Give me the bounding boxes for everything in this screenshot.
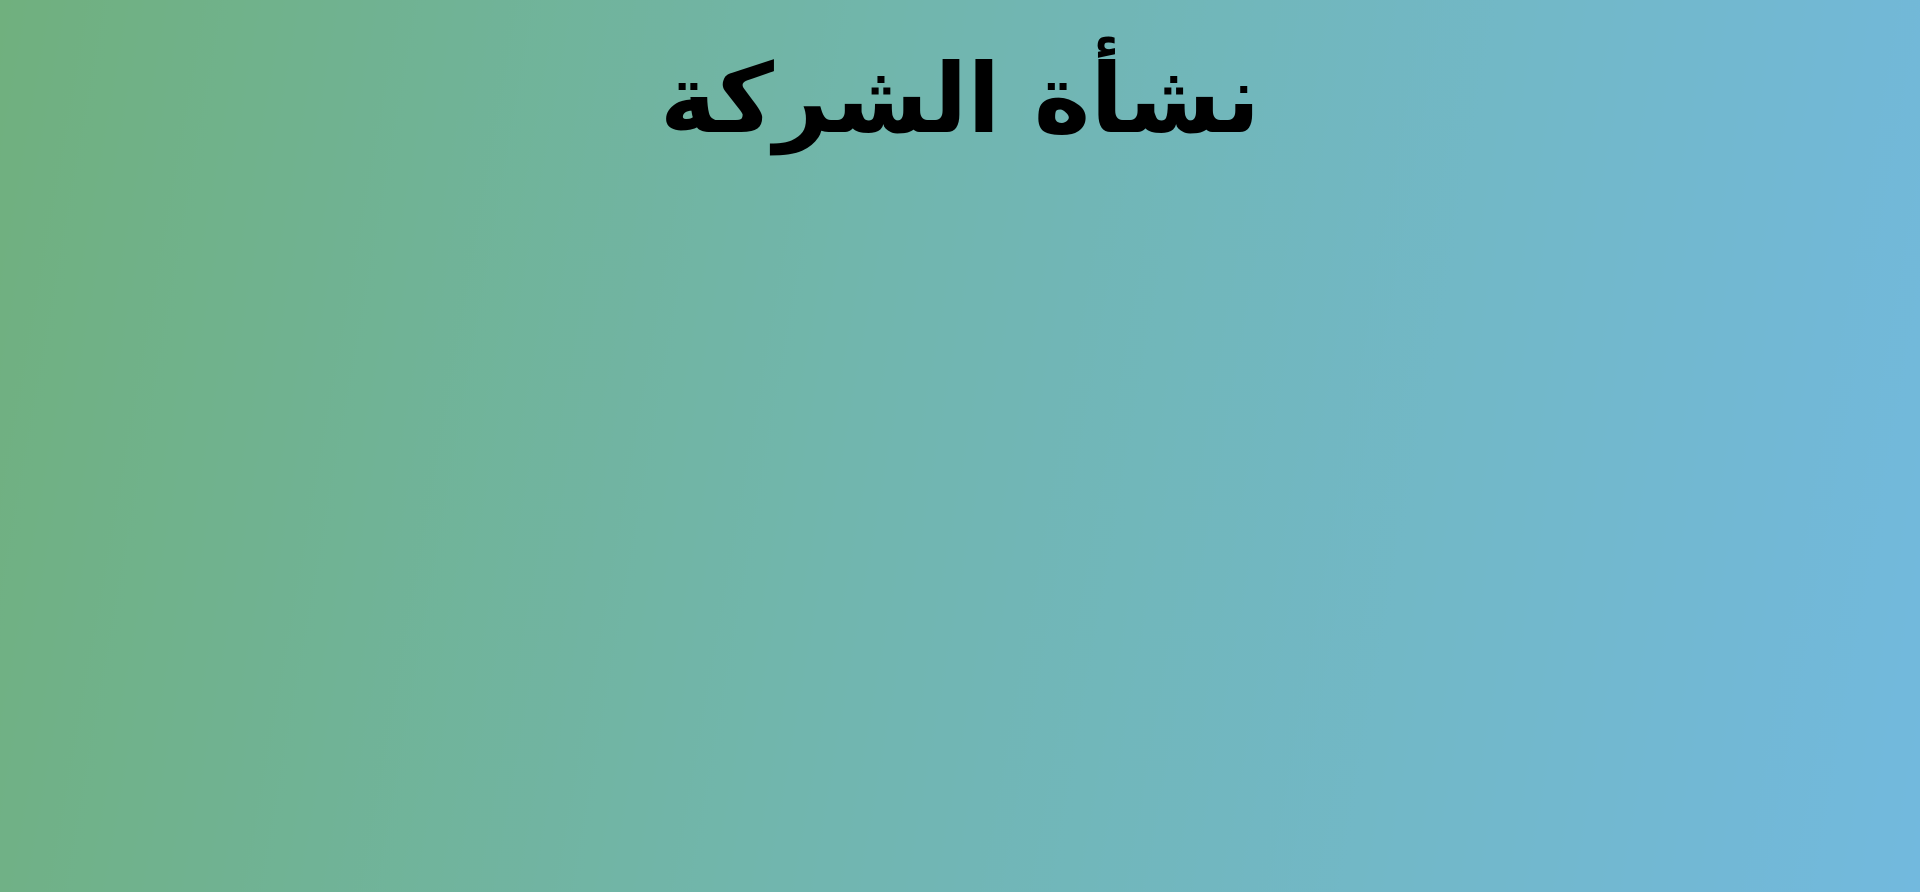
page-title: نشأة الشركة xyxy=(659,43,1261,155)
